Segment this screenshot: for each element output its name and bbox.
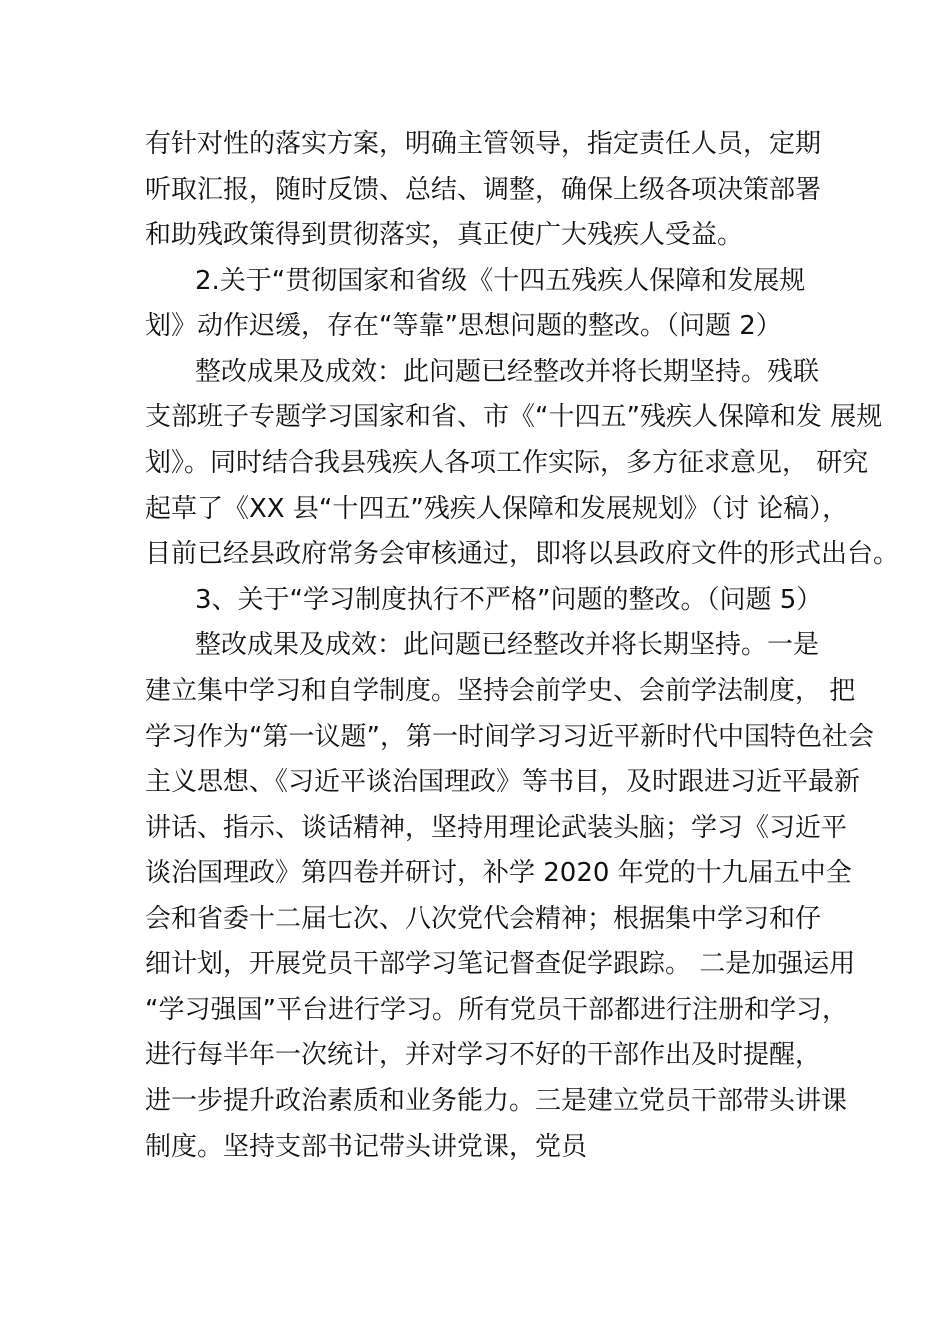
text-line: 划》动作迟缓，存在“等靠”思想问题的整改。（问题 2） <box>145 311 782 341</box>
text-line: 起草了《XX 县“十四五”残疾人保障和发展规划》（讨 论稿）， <box>145 494 849 524</box>
text-line: 会和省委十二届七次、八次党代会精神；根据集中学习和仔 <box>145 904 822 934</box>
text-line: 进一步提升政治素质和业务能力。三是建立党员干部带头讲课 <box>145 1086 848 1116</box>
text-line: 听取汇报，随时反馈、总结、调整，确保上级各项决策部署 <box>145 175 822 205</box>
text-line: “学习强国”平台进行学习。所有党员干部都进行注册和学习， <box>145 995 848 1025</box>
text-line: 制度。坚持支部书记带头讲党课，党员 <box>145 1132 588 1162</box>
text-line: 细计划，开展党员干部学习笔记督查促学跟踪。 二是加强运用 <box>145 949 856 979</box>
text-line: 主义思想、《习近平谈治国理政》等书目，及时跟进习近平最新 <box>145 767 861 797</box>
text-line: 讲话、指示、谈话精神，坚持用理论武装头脑；学习《习近平 <box>145 813 848 843</box>
text-line: 整改成果及成效：此问题已经整改并将长期坚持。一是 <box>195 630 820 660</box>
text-line: 整改成果及成效：此问题已经整改并将长期坚持。残联 <box>195 357 820 387</box>
text-line: 划》。同时结合我县残疾人各项工作实际，多方征求意见， 研究 <box>145 448 869 478</box>
text-line: 谈治国理政》第四卷并研讨，补学 2020 年党的十九届五中全 <box>145 858 852 888</box>
text-line: 进行每半年一次统计，并对学习不好的干部作出及时提醒， <box>145 1040 822 1070</box>
text-line: 支部班子专题学习国家和省、市《“十四五”残疾人保障和发 展规 <box>145 402 883 432</box>
text-line: 建立集中学习和自学制度。坚持会前学史、会前学法制度， 把 <box>145 676 856 706</box>
text-line: 目前已经县政府常务会审核通过，即将以县政府文件的形式出台。 <box>145 539 900 569</box>
text-line: 3、关于“学习制度执行不严格”问题的整改。（问题 5） <box>195 585 823 615</box>
text-line: 2.关于“贯彻国家和省级《十四五残疾人保障和发展规 <box>195 266 806 296</box>
text-line: 学习作为“第一议题”，第一时间学习习近平新时代中国特色社会 <box>145 722 874 752</box>
text-line: 和助残政策得到贯彻落实，真正使广大残疾人受益。 <box>145 220 744 250</box>
text-line: 有针对性的落实方案，明确主管领导，指定责任人员，定期 <box>145 129 822 159</box>
